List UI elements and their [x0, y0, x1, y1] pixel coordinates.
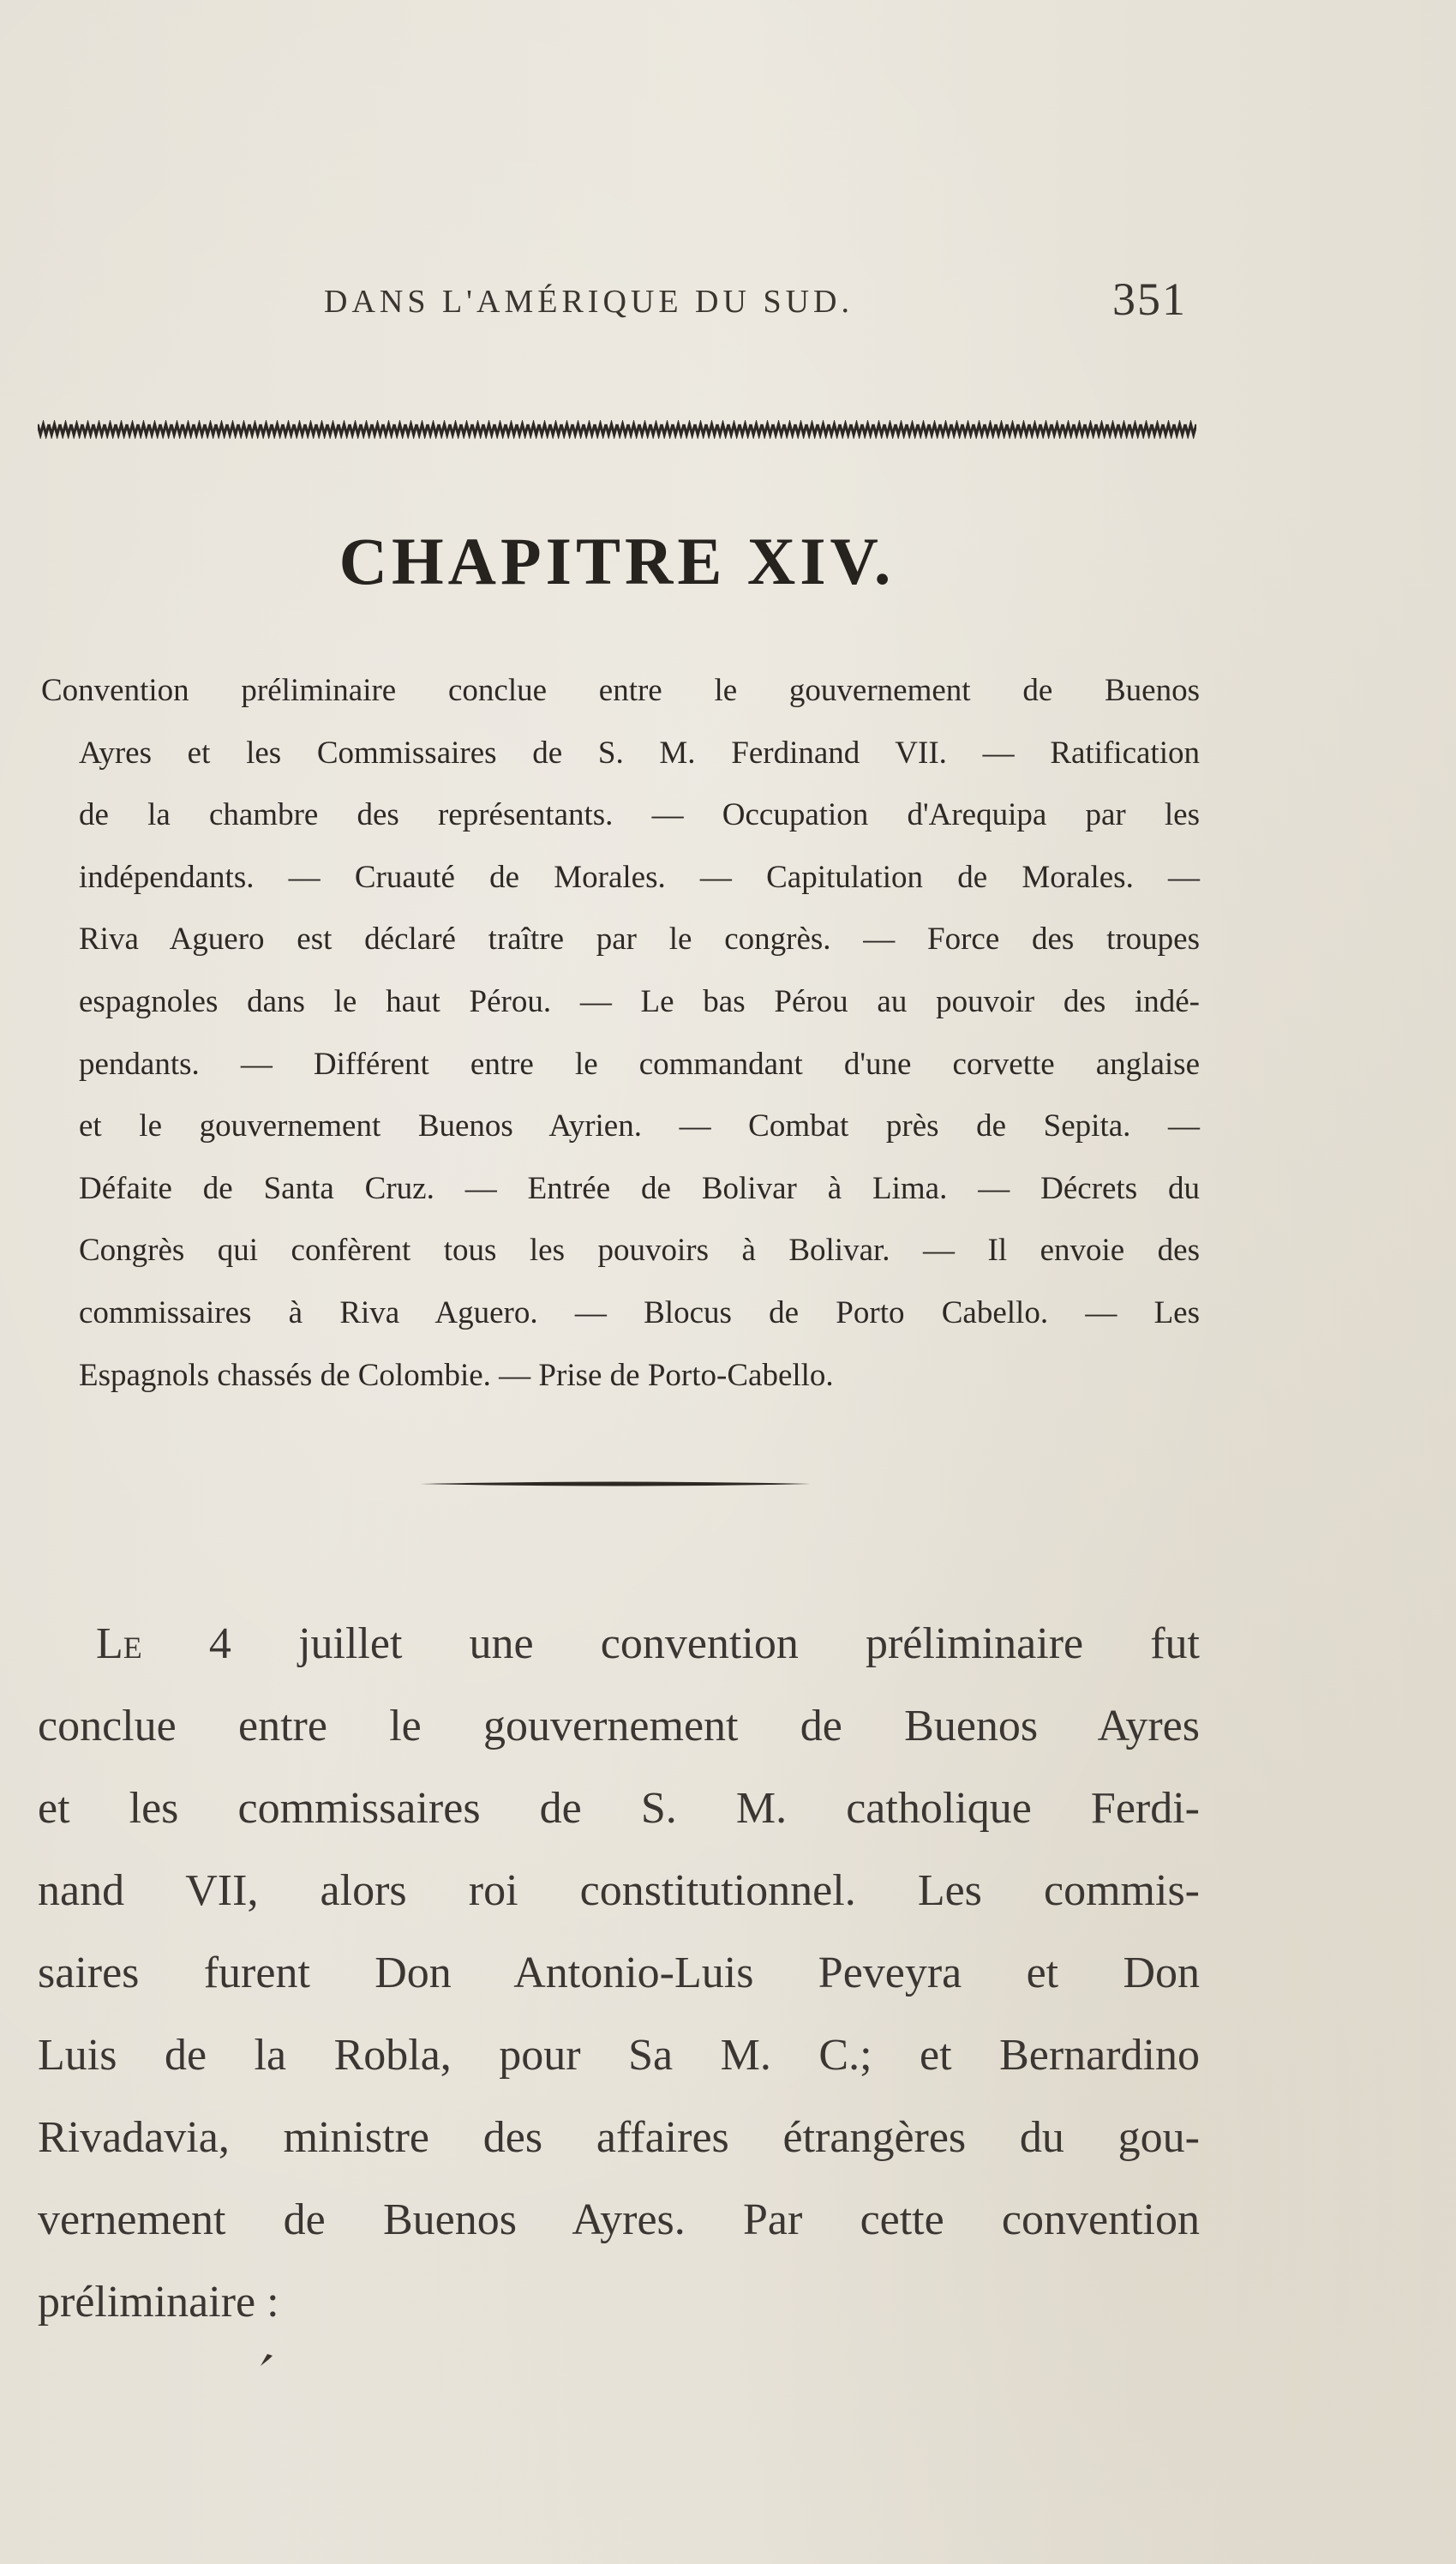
body-paragraph [38, 1603, 1200, 2344]
chapter-title: CHAPITRE XIV. [339, 524, 896, 598]
ornament-rule [38, 420, 1196, 439]
summary-line: commissaires à Riva Aguero. — Blocus de Porto Cabello. — Les [79, 1294, 1200, 1330]
body-line: nand VII, alors roi constitutionnel. Les commis- [38, 1866, 1200, 1915]
body-line [38, 1603, 1200, 1685]
body-line: préliminaire : [38, 2278, 279, 2327]
body-line: saires furent Don Antonio-Luis Peveyra et Don [38, 1949, 1200, 1997]
body-line: conclue entre le gouvernement de Buenos Ayres [38, 1702, 1200, 1750]
ink-mark [257, 2349, 278, 2369]
summary-line: Riva Aguero est déclaré traître par le congrès. — Force des troupes [79, 922, 1200, 958]
summary-line: Convention préliminaire conclue entre le gouvernement de Buenos [41, 673, 1200, 708]
page-number: 351 [1112, 273, 1187, 325]
drop-word: Le [96, 1619, 142, 1668]
summary-line: indépendants. — Cruauté de Morales. — Capitulation de Morales. — [79, 859, 1200, 895]
chapter-summary [41, 660, 1200, 1407]
summary-line: Ayres et les Commissaires de S. M. Ferdinand VII. — Ratification [79, 735, 1200, 771]
summary-line: de la chambre des représentants. — Occupation d'Arequipa par les [79, 797, 1200, 833]
body-line: Rivadavia, ministre des affaires étrangères du gou- [38, 2113, 1200, 2162]
summary-line: Congrès qui confèrent tous les pouvoirs à Bolivar. — Il envoie des [79, 1233, 1200, 1269]
running-head: DANS L'AMÉRIQUE DU SUD. [324, 284, 854, 320]
body-line: vernement de Buenos Ayres. Par cette convention [38, 2195, 1200, 2244]
body-line: Luis de la Robla, pour Sa M. C.; et Bernardino [38, 2031, 1200, 2080]
summary-line: Défaite de Santa Cruz. — Entrée de Bolivar à Lima. — Décrets du [79, 1170, 1200, 1206]
summary-line: pendants. — Différent entre le commandant d'une corvette anglaise [79, 1046, 1200, 1082]
first-line-text: 4 juillet une convention préliminaire fut [208, 1619, 1201, 1668]
summary-line: espagnoles dans le haut Pérou. — Le bas Pérou au pouvoir des indé- [79, 983, 1200, 1019]
body-line: et les commissaires de S. M. catholique Ferdi- [38, 1784, 1200, 1833]
summary-line: et le gouvernement Buenos Ayrien. — Combat près de Sepita. — [79, 1108, 1200, 1144]
summary-line: Espagnols chassés de Colombie. — Prise de Porto-Cabello. [79, 1357, 834, 1393]
section-divider [420, 1480, 811, 1488]
